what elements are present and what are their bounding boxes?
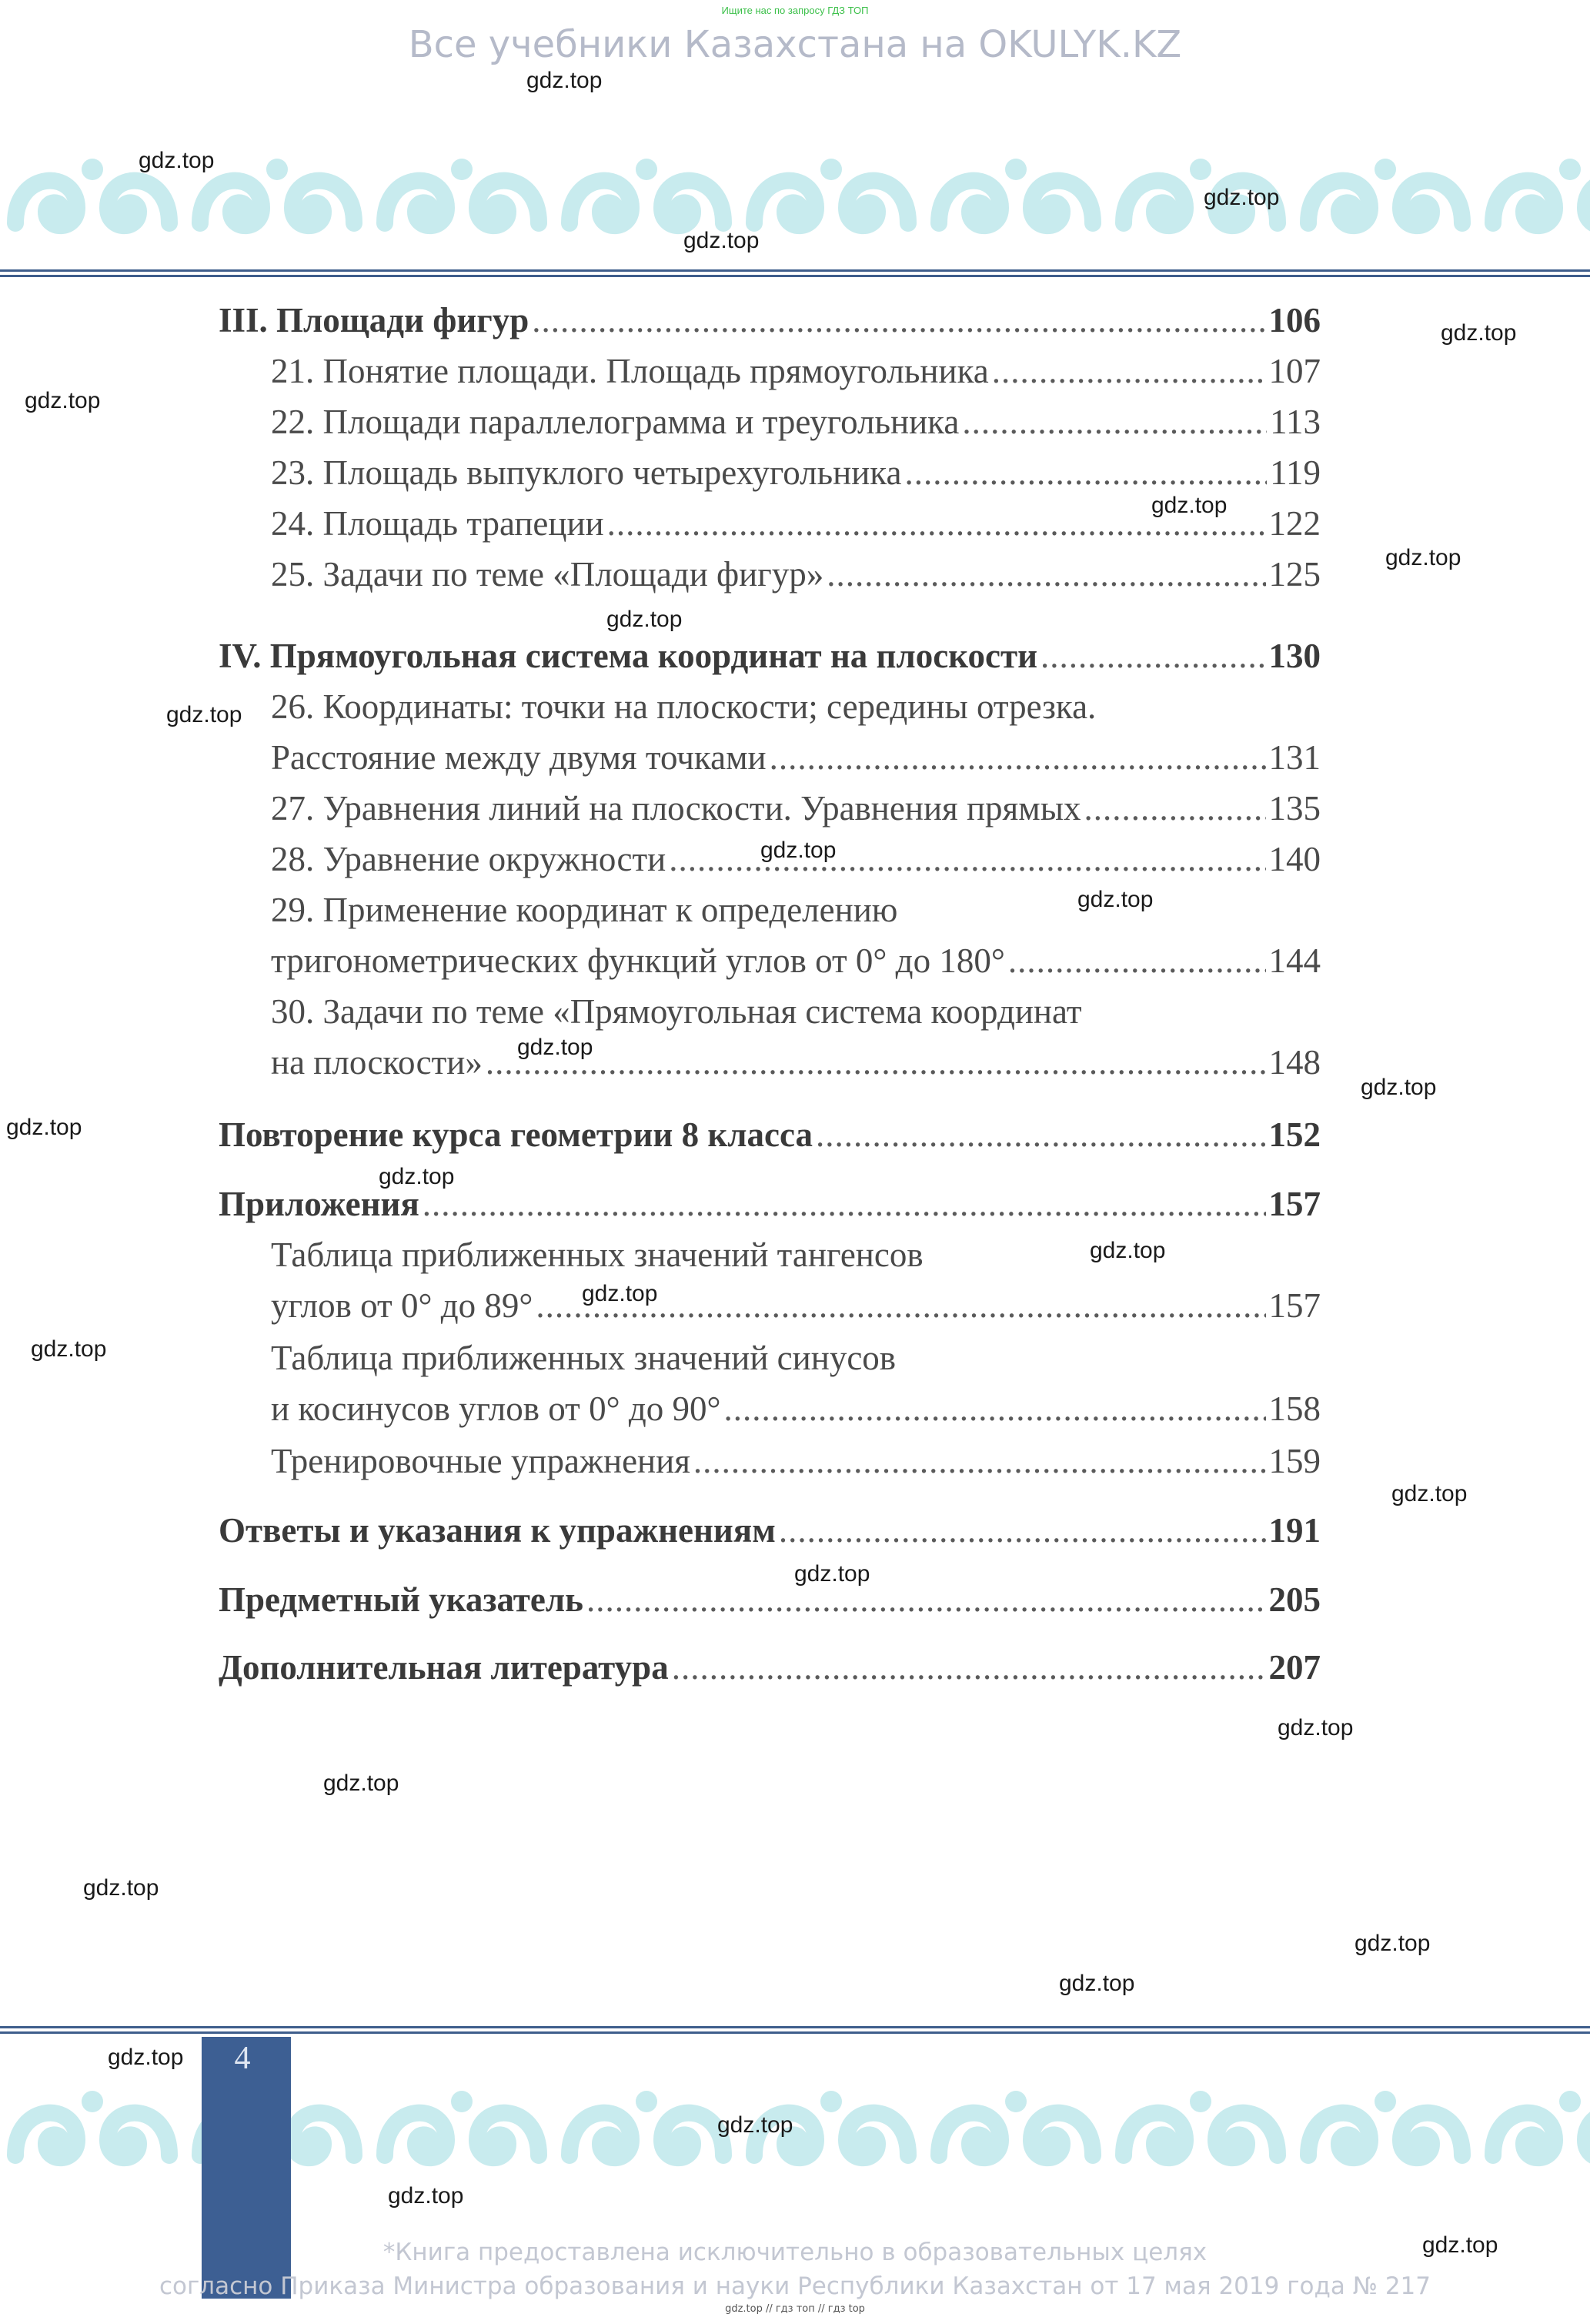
toc-index: Предметный указатель ..... 205 — [219, 1580, 1321, 1629]
footer-disclaimer: *Книга предоставлена исключительно в образовательных целях — [382, 2239, 1208, 2266]
watermark: gdz.top — [517, 1035, 593, 1060]
watermark: gdz.top — [1361, 1075, 1437, 1100]
watermark: gdz.top — [1391, 1481, 1468, 1506]
toc-literature: Дополнительная литература ..... 207 — [219, 1647, 1321, 1697]
watermark: gdz.top — [1385, 545, 1461, 570]
toc-section-30: на плоскости» ..... 148 — [271, 1042, 1321, 1092]
watermark: gdz.top — [1204, 185, 1280, 210]
ornament-pattern-icon — [0, 139, 1590, 254]
toc-section-27: 27. Уравнения линий на плоскости. Уравнения прямых ..... 135 — [271, 788, 1321, 838]
watermark: gdz.top — [379, 1164, 455, 1189]
toc-section-28: 28. Уравнение окружности ..... 140 — [271, 839, 1321, 888]
watermark: gdz.top — [388, 2183, 464, 2209]
watermark: gdz.top — [6, 1115, 82, 1140]
toc-section-24: 24. Площадь трапеции ..... 122 — [271, 503, 1321, 553]
toc-section-25: 25. Задачи по теме «Площади фигур» ..... 125 — [271, 554, 1321, 604]
toc-section-23: 23. Площадь выпуклого четырехугольника ..... 119 — [271, 453, 1321, 502]
watermark: gdz.top — [606, 607, 683, 632]
toc-section-29: тригонометрических функций углов от 0° до 180° ..... 144 — [271, 941, 1321, 990]
toc-section-26: Расстояние между двумя точками ..... 131 — [271, 737, 1321, 787]
watermark: gdz.top — [582, 1281, 658, 1306]
page-number: 4 — [234, 2041, 251, 2076]
watermark: gdz.top — [166, 702, 242, 727]
toc-tan-line1: Таблица приближенных значений тангенсов — [271, 1236, 924, 1274]
watermark: gdz.top — [83, 1875, 159, 1901]
footer-order: согласно Приказа Министра образования и науки Республики Казахстан от 17 мая 2019 года № 217 — [159, 2272, 1431, 2300]
watermark: gdz.top — [1059, 1971, 1135, 1996]
toc-section-21: 21. Понятие площади. Площадь прямоугольника ..... 107 — [271, 351, 1321, 400]
watermark: gdz.top — [323, 1771, 399, 1796]
toc-review: Повторение курса геометрии 8 класса ..... 152 — [219, 1115, 1321, 1164]
toc-exercises: Тренировочные упражнения ..... 159 — [271, 1441, 1321, 1490]
toc-section-22: 22. Площади параллелограмма и треугольника ..... 113 — [271, 402, 1321, 451]
watermark: gdz.top — [1151, 493, 1228, 518]
watermark: gdz.top — [1355, 1931, 1431, 1956]
search-hint: Ищите нас по запросу ГДЗ ТОП — [721, 5, 869, 16]
watermark: gdz.top — [1441, 320, 1517, 346]
toc-tan-table: углов от 0° до 89° ..... 157 — [271, 1286, 1321, 1335]
watermark: gdz.top — [760, 838, 837, 863]
toc-appendix: Приложения ..... 157 — [219, 1184, 1321, 1233]
toc-section-29-line1: 29. Применение координат к определению — [271, 891, 898, 929]
watermark: gdz.top — [683, 228, 760, 253]
watermark: gdz.top — [1090, 1238, 1166, 1263]
toc-answers: Ответы и указания к упражнениям ..... 191 — [219, 1510, 1321, 1560]
footer-watermark: gdz.top // гдз топ // гдз top — [725, 2303, 865, 2315]
toc-section-26-line1: 26. Координаты: точки на плоскости; середины отрезка. — [271, 687, 1097, 726]
watermark: gdz.top — [25, 388, 101, 413]
toc-chapter-3: III. Площади фигур ..... 106 — [219, 300, 1321, 349]
toc-section-30-line1: 30. Задачи по теме «Прямоугольная система координат — [271, 992, 1082, 1031]
top-ornament-band — [0, 139, 1590, 254]
watermark: gdz.top — [717, 2112, 793, 2138]
watermark: gdz.top — [1077, 887, 1154, 912]
toc-chapter-4: IV. Прямоугольная система координат на плоскости ..... 130 — [219, 636, 1321, 685]
watermark: gdz.top — [108, 2045, 184, 2070]
watermark: gdz.top — [794, 1561, 870, 1587]
watermark: gdz.top — [139, 148, 215, 173]
watermark: gdz.top — [526, 68, 603, 93]
toc-sincos-table: и косинусов углов от 0° до 90° ..... 158 — [271, 1389, 1321, 1438]
top-rule — [0, 269, 1590, 277]
site-banner: Все учебники Казахстана на OKULYK.KZ — [408, 23, 1182, 66]
watermark: gdz.top — [1278, 1715, 1354, 1740]
watermark: gdz.top — [1422, 2232, 1498, 2258]
toc-sincos-line1: Таблица приближенных значений синусов — [271, 1339, 897, 1377]
watermark: gdz.top — [31, 1336, 107, 1362]
bottom-rule — [0, 2026, 1590, 2034]
